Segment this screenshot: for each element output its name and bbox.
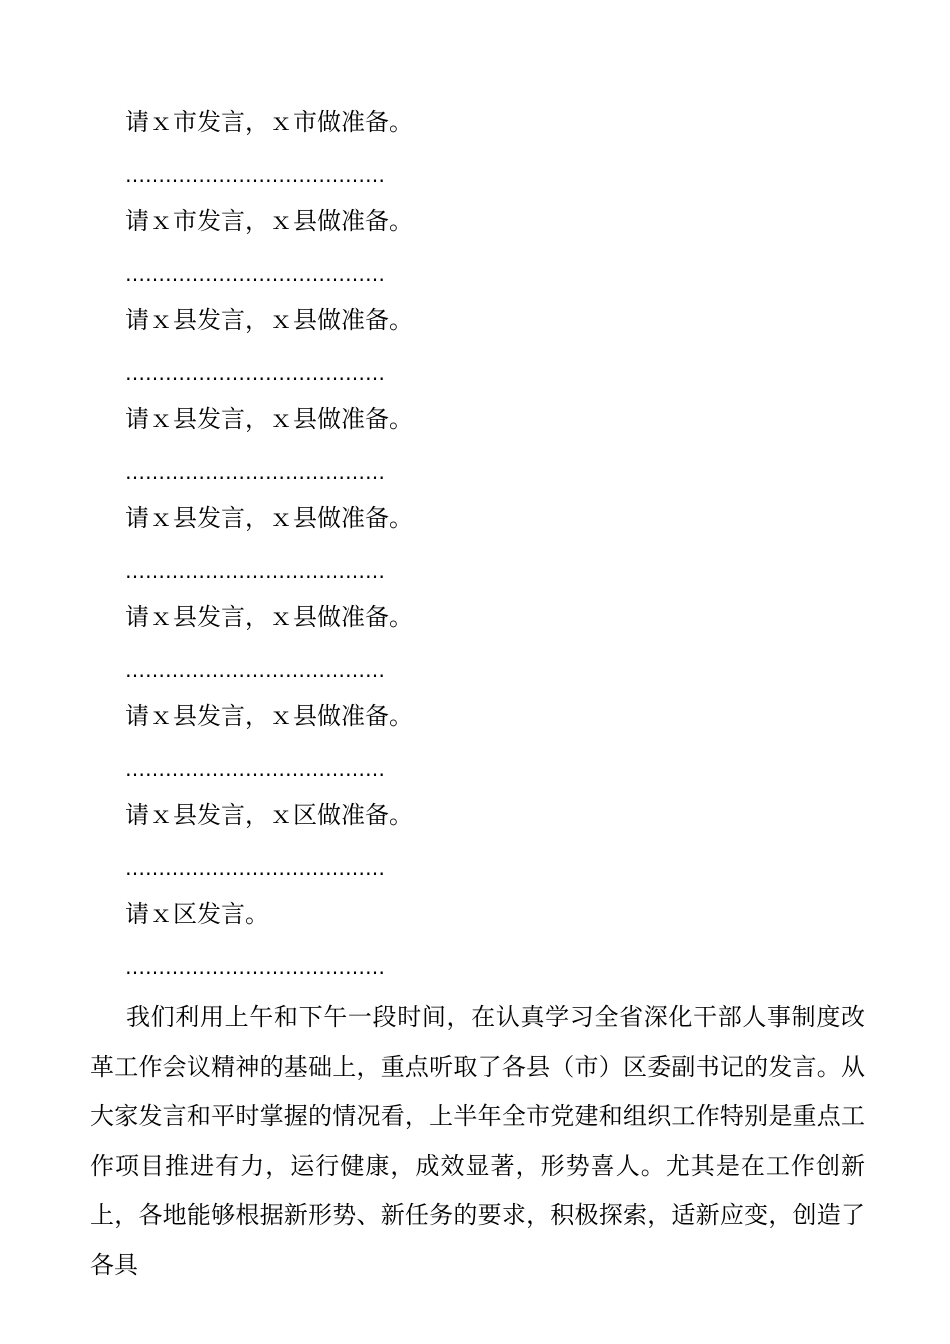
ellipsis-line-1: …………………………………: [125, 163, 385, 187]
speaker-line-5: 请ｘ县发言，ｘ县做准备。: [125, 504, 413, 532]
ellipsis-line-5: …………………………………: [125, 559, 385, 583]
ellipsis-line-4: …………………………………: [125, 460, 385, 484]
speaker-line-2: 请ｘ市发言，ｘ县做准备。: [125, 207, 413, 235]
ellipsis-line-2: …………………………………: [125, 262, 385, 286]
ellipsis-line-7: …………………………………: [125, 757, 385, 781]
speaker-line-7: 请ｘ县发言，ｘ县做准备。: [125, 702, 413, 730]
speaker-line-1: 请ｘ市发言，ｘ市做准备。: [125, 108, 413, 136]
ellipsis-line-3: …………………………………: [125, 361, 385, 385]
summary-paragraph: 我们利用上午和下午一段时间，在认真学习全省深化干部人事制度改革工作会议精神的基础上，重点听取了各县（市）区委副书记的发言。从大家发言和平时掌握的情况看，上半年全市党建和组织工作特别是重点工作项目推进有力，运行健康，成效显著，形势喜人。尤其是在工作创新上，各地能够根据新形势、新任务的要求，积极探索，适新应变，创造了各具: [90, 1003, 865, 1279]
speaker-line-6: 请ｘ县发言，ｘ县做准备。: [125, 603, 413, 631]
speaker-line-3: 请ｘ县发言，ｘ县做准备。: [125, 306, 413, 334]
ellipsis-line-6: …………………………………: [125, 658, 385, 682]
speaker-line-8: 请ｘ县发言，ｘ区做准备。: [125, 801, 413, 829]
speaker-line-9: 请ｘ区发言。: [125, 900, 269, 928]
ellipsis-line-9: …………………………………: [125, 955, 385, 979]
speaker-line-4: 请ｘ县发言，ｘ县做准备。: [125, 405, 413, 433]
ellipsis-line-8: …………………………………: [125, 856, 385, 880]
